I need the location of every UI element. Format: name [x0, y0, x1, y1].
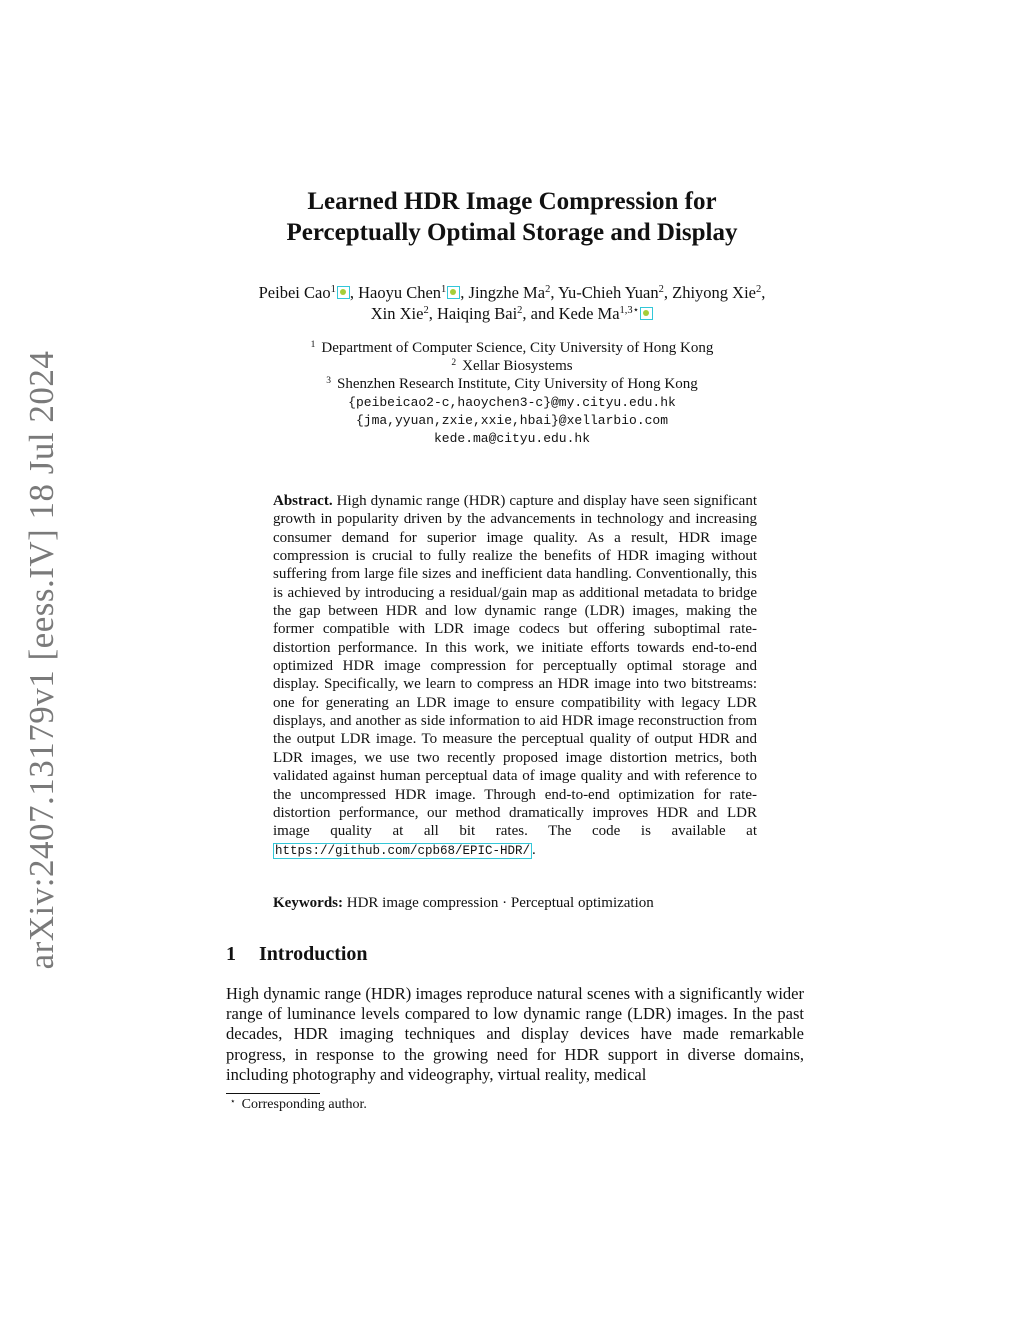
author-line-2: Xin Xie$^2$, Haiqing Bai$^2$, and Kede $Ma^{1,3⋆}$ — [0, 303, 1024, 324]
author-name: Yu-Chieh Yuan — [557, 283, 659, 302]
keywords-text: HDR image compression · Perceptual optimization — [346, 895, 654, 911]
author-affil-mark: 1 — [330, 284, 336, 295]
footnote — [230, 1096, 367, 1113]
author-name: Haiqing Bai — [436, 304, 518, 323]
abstract: Abstract. High dynamic range (HDR) capture and display have seen significant growth in popularity driven by the advancements in technology and increasing consumer demand for superior image quality. As a result, HDR image compression is crucial to fully realize the benefits of HDR imaging without suffering from large file sizes and inefficient data handling. Conventionally, this is achieved by introducing a residual/gain map as additional metadata to bridge the gap between HDR and low dynamic range (LDR) images, making the former compatible with LDR image codecs but offering suboptimal rate-distortion performance. In this work, we initiate efforts towards end-to-end optimized HDR image compression for perceptually optimal storage and display. Specifically, we learn to compress an HDR image into two bitstreams: one for generating an LDR image to ensure compatibility with legacy LDR displays, and another as side information to aid HDR image reconstruction from the output LDR image. To measure the perceptual quality of output HDR and LDR images, we use two recently proposed image distortion metrics, both validated against human perceptual data of image quality and with reference to the uncompressed HDR image. Through end-to-end optimization for rate-distortion performance, our method dramatically improves HDR and LDR image quality at all bit rates. The code is available at https://github.com/cpb68/EPIC-HDR/ . — [273, 493, 758, 858]
keywords — [273, 894, 757, 913]
affil-text: Shenzhen Research Institute, City University of Hong Kong — [336, 376, 698, 393]
author-name: Kede Ma — [558, 304, 620, 323]
author-affil-mark: 2 — [545, 284, 551, 295]
section-number: 1 — [226, 943, 236, 965]
affil-mark: 2 — [451, 358, 457, 369]
author-line-1: Peibei Cao$^1$ , Haoyu Chen$^1$ , Jingzhe Ma$^2$, Yu-Chieh Yuan$^2$, Zhiyong Xie$^2$, — [258, 283, 766, 302]
footnote-mark: ⋆ — [230, 1096, 236, 1106]
orcid-icon[interactable] — [447, 286, 460, 299]
email-line-1: {peibeicao2-c,haoychen3-c}@my.cityu.edu.hk — [348, 394, 676, 410]
affiliations — [0, 339, 1024, 448]
footnote-text: Corresponding author. — [241, 1097, 367, 1112]
code-link[interactable]: https://github.com/cpb68/EPIC-HDR/ — [275, 843, 531, 858]
author-name: Jingzhe Ma — [468, 283, 546, 302]
author-list — [0, 282, 1024, 324]
abstract-label: Abstract. — [273, 493, 333, 509]
title-line-1: Learned HDR Image Compression for — [307, 188, 717, 215]
author-affil-mark: 2 — [423, 305, 429, 316]
author-name: Xin Xie — [370, 304, 424, 323]
author-affil-mark: 2 — [658, 284, 664, 295]
affil-mark: 1 — [310, 340, 316, 350]
author-affil-mark: 2 — [756, 284, 762, 295]
and-word: and — [530, 304, 555, 323]
intro-paragraph: High dynamic range (HDR) images reproduce natural scenes with a significantly wider range of luminance levels compared to low dynamic range (LDR) images. In the past decades, HDR imaging techniques and display devices have made remarkable progress, in response to the growing need for HDR support in diverse domains, including photography and videography, virtual reality, medical — [226, 984, 804, 1084]
arxiv-sidebar-id: arXiv:2407.13179v1 [eess.IV] 18 Jul 2024 — [22, 350, 61, 970]
paper-title — [0, 186, 1024, 248]
author-affil-mark: 1,3⋆ — [619, 305, 640, 316]
affil-text: Department of Computer Science, City University of Hong Kong — [321, 340, 714, 356]
author-name: Haoyu Chen — [358, 283, 442, 302]
affiliation-1 — [0, 339, 1024, 357]
abstract-text: High dynamic range (HDR) capture and display have seen significant growth in popularity driven by the advancements in technology and increasing consumer demand for superior image quality. As a result, HDR image compression is crucial to fully realize the benefits of HDR imaging without suffering from large file sizes and inefficient data handling. Conventionally, this is achieved by introducing a residual/gain map as additional metadata to bridge the gap between HDR and low dynamic range (LDR) images, making the former compatible with LDR image codecs but offering suboptimal rate-distortion performance. In this work, we initiate efforts towards end-to-end optimized HDR image compression for perceptually optimal storage and display. Specifically, we learn to compress an HDR image into two bitstreams: one for generating an LDR image to ensure compatibility with legacy LDR displays, and another as side information to aid HDR image reconstruction from the output LDR image. To measure the perceptual quality of output HDR and LDR images, we use two recently proposed image distortion metrics, both validated against human perceptual data of image quality and with reference to the uncompressed HDR image. Through end-to-end optimization for rate-distortion performance, our method dramatically improves HDR and LDR image quality at all bit rates. The code is available at — [273, 493, 758, 840]
author-affil-mark: 1 — [441, 284, 447, 295]
orcid-icon[interactable] — [640, 307, 653, 320]
email-line-2: {jma,yyuan,zxie,xxie,hbai}@xellarbio.com — [355, 412, 669, 428]
section-heading — [226, 943, 368, 966]
title-line-2: Perceptually Optimal Storage and Display — [286, 219, 738, 246]
author-name: Zhiyong Xie — [672, 283, 756, 302]
affil-text: Xellar Biosystems — [462, 358, 573, 375]
author-name: Peibei Cao — [258, 283, 331, 302]
email-line-3: kede.ma@cityu.edu.hk — [433, 431, 591, 447]
affiliation-2 — [0, 357, 1024, 375]
section-title: Introduction — [259, 943, 368, 965]
footnote-rule — [226, 1093, 320, 1094]
author-affil-mark: 2 — [517, 305, 523, 316]
affil-mark: 3 — [326, 376, 331, 387]
keywords-label: Keywords: — [273, 895, 343, 911]
orcid-icon[interactable] — [337, 286, 350, 299]
affiliation-3 — [0, 375, 1024, 393]
